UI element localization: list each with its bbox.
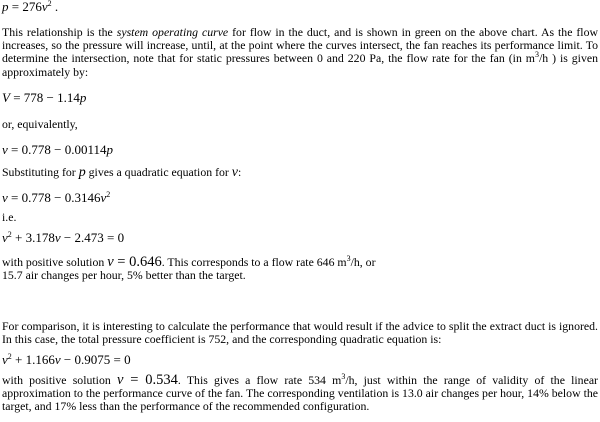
paragraph-solution-unsplit xyxy=(2,374,598,414)
text-run: This relationship is the xyxy=(2,25,117,39)
emphasis-term: system operating curve xyxy=(116,25,229,39)
text-run: with positive solution xyxy=(2,255,108,269)
eq-period: . xyxy=(54,0,59,14)
eq-var-v: v xyxy=(2,190,8,205)
eq-var-p: p xyxy=(106,142,113,157)
inline-var-v: v xyxy=(231,165,239,180)
eq-var-p: p xyxy=(79,90,87,105)
eq-var-V: V xyxy=(2,90,10,105)
text-run: . This corresponds to a flow rate 646 m xyxy=(161,255,347,269)
solution-value: = 0.534 xyxy=(123,372,178,388)
eq-var-v: v xyxy=(2,352,8,367)
solution-value: = 0.646 xyxy=(113,254,162,270)
text-substituting xyxy=(2,166,598,179)
superscript: 3 xyxy=(341,372,346,381)
eq-var-v: v xyxy=(2,142,8,157)
eq-rhs: = 0.778 − 0.3146 xyxy=(7,190,101,205)
text-run: /h ) is given approximately by: xyxy=(2,51,598,79)
eq-rhs: − 0.9075 = 0 xyxy=(60,352,131,367)
eq-coef: 276 xyxy=(22,0,42,14)
eq-var-v: v xyxy=(54,230,61,245)
eq-exp: 2 xyxy=(7,352,12,361)
equation-system-curve: $p = 276v^2$ . xyxy=(2,0,59,14)
superscript: 3 xyxy=(346,254,351,263)
text-ie: i.e. xyxy=(2,210,17,224)
text-run: /h, just within the range of validity of the linear approximation to the performance curve of the fan. The corresponding ventilation is 13.0 air changes per hour, 14% below the target, and 17% less than the performance of the recommended configuration. xyxy=(2,373,598,414)
equation-quadratic-unsplit xyxy=(2,353,598,366)
equation-fan-flow xyxy=(2,91,598,104)
text-run: 15.7 air changes per hour, 5% better than the target. xyxy=(2,268,246,283)
eq-exp: 2 xyxy=(7,230,12,239)
paragraph-system-operating-curve xyxy=(2,26,598,79)
eq-var-v: v xyxy=(2,230,8,245)
eq-rhs: = 0.778 − 0.00114 xyxy=(7,142,107,157)
text-run: /h, or xyxy=(350,255,376,269)
eq-exp: 2 xyxy=(47,0,52,8)
equation-quadratic-standard xyxy=(2,231,598,244)
eq-var-v: v xyxy=(54,352,61,367)
inline-var-v: v xyxy=(107,254,114,270)
equation-quadratic-substituted xyxy=(2,191,598,204)
inline-var-v: v xyxy=(116,372,124,388)
text-run: for flow in the duct, and is shown in green on the above chart. As the flow increases, so the pressure will increase, until, at the point where the curves intersect, the fan reaches its performance limit. To determine the intersection, note that for static pressures between 0 and 220 Pa, the flow rate for the fan (in m xyxy=(2,25,599,66)
eq-coef: + 1.166 xyxy=(11,352,55,367)
eq-coef: + 3.178 xyxy=(11,230,55,245)
eq-var-v: v xyxy=(100,190,107,205)
eq-rhs: = 778 − 1.14 xyxy=(9,90,80,105)
text-solution-recommended xyxy=(2,256,598,282)
text-run: with positive solution xyxy=(2,373,117,387)
text-run: . This gives a flow rate 534 m xyxy=(177,373,342,387)
eq-var-p: p xyxy=(2,0,9,14)
eq-var-v: v xyxy=(41,0,48,14)
text-run: gives a quadratic equation for xyxy=(85,165,232,179)
text-run: : xyxy=(238,165,242,179)
inline-var-p: p xyxy=(78,165,86,180)
eq-rhs: − 2.473 = 0 xyxy=(60,230,125,245)
text-or-equivalently: or, equivalently, xyxy=(2,117,78,131)
paragraph-comparison: For comparison, it is interesting to calculate the performance that would result if the advice to split the extract duct is ignored. In this case, the total pressure coefficient is 752, and the corresponding quadratic equation is: xyxy=(2,319,598,347)
eq-exp: 2 xyxy=(106,190,111,199)
text-run: Substituting for xyxy=(2,165,79,179)
superscript: 3 xyxy=(534,50,539,60)
equation-fan-flow-equivalent xyxy=(2,143,598,156)
